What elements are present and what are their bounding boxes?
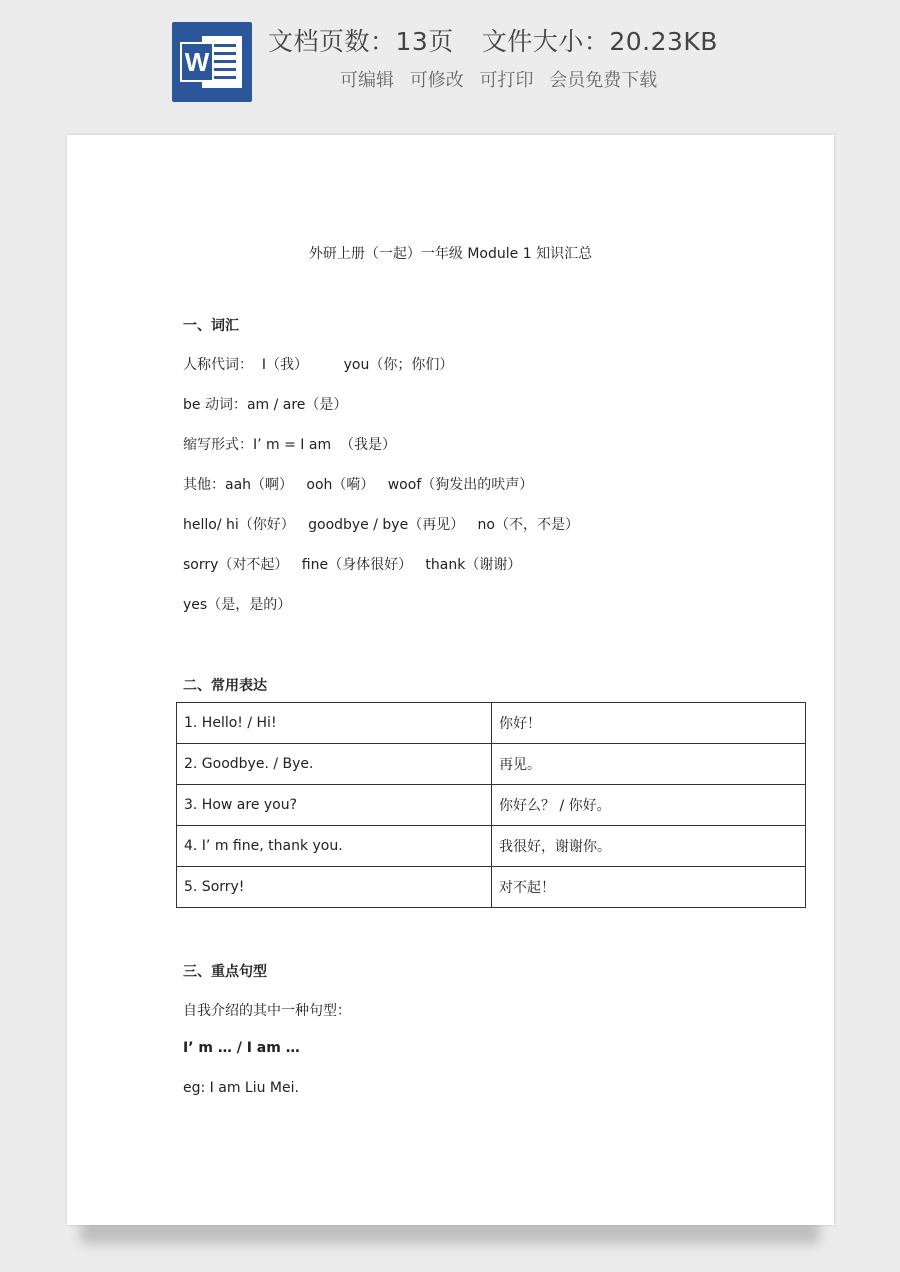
table-cell-chinese: 你好么？ / 你好。 xyxy=(492,785,806,826)
file-info xyxy=(268,22,768,58)
sentence-intro: 自我介绍的其中一种句型： xyxy=(183,1003,351,1019)
vocab-line-other: 其他：aah（啊） ooh（嗬） woof（狗发出的吠声） xyxy=(183,477,534,493)
table-row xyxy=(177,785,806,826)
vocab-line-yes: yes（是，是的） xyxy=(183,597,292,613)
vocab-line-sorry: sorry（对不起） fine（身体很好） thank（谢谢） xyxy=(183,557,522,573)
table-cell-english: 3. How are you? xyxy=(177,785,492,826)
vocab-line-greetings: hello/ hi（你好） goodbye / bye（再见） no（不，不是） xyxy=(183,517,579,533)
table-cell-english: 5. Sorry! xyxy=(177,867,492,908)
download-banner xyxy=(0,0,900,110)
section-vocab-heading: 一、词汇 xyxy=(183,318,239,334)
document-page xyxy=(67,135,834,1225)
table-cell-chinese: 我很好，谢谢你。 xyxy=(492,826,806,867)
word-document-icon xyxy=(172,22,252,102)
table-cell-chinese: 再见。 xyxy=(492,744,806,785)
table-cell-chinese: 对不起！ xyxy=(492,867,806,908)
sentence-example: eg: I am Liu Mei. xyxy=(183,1080,299,1096)
table-cell-chinese: 你好！ xyxy=(492,703,806,744)
vocab-line-be-verbs: be 动词：am / are（是） xyxy=(183,397,348,413)
word-w-letter: W xyxy=(180,42,214,82)
table-row xyxy=(177,826,806,867)
table-row xyxy=(177,744,806,785)
feature-list xyxy=(340,66,667,92)
section-expressions-heading: 二、常用表达 xyxy=(183,678,267,694)
table-row xyxy=(177,703,806,744)
page-count: 文档页数：13页 xyxy=(268,27,454,56)
table-cell-english: 4. I’ m fine, thank you. xyxy=(177,826,492,867)
table-cell-english: 2. Goodbye. / Bye. xyxy=(177,744,492,785)
section-sentences-heading: 三、重点句型 xyxy=(183,964,267,980)
vocab-line-contraction: 缩写形式：I’ m = I am （我是） xyxy=(183,437,396,453)
expressions-table xyxy=(176,702,806,908)
document-title: 外研上册（一起）一年级 Module 1 知识汇总 xyxy=(308,246,593,262)
feature-modifiable: 可修改 xyxy=(409,70,464,91)
table-cell-english: 1. Hello! / Hi! xyxy=(177,703,492,744)
feature-printable: 可打印 xyxy=(479,70,534,91)
vocab-line-pronouns: 人称代词： I（我） you（你；你们） xyxy=(183,357,454,373)
feature-member-download: 会员免费下载 xyxy=(549,70,658,91)
table-row xyxy=(177,867,806,908)
feature-editable: 可编辑 xyxy=(340,70,394,91)
sentence-pattern: I’ m … / I am … xyxy=(183,1040,300,1056)
file-size: 文件大小：20.23KB xyxy=(481,27,718,56)
